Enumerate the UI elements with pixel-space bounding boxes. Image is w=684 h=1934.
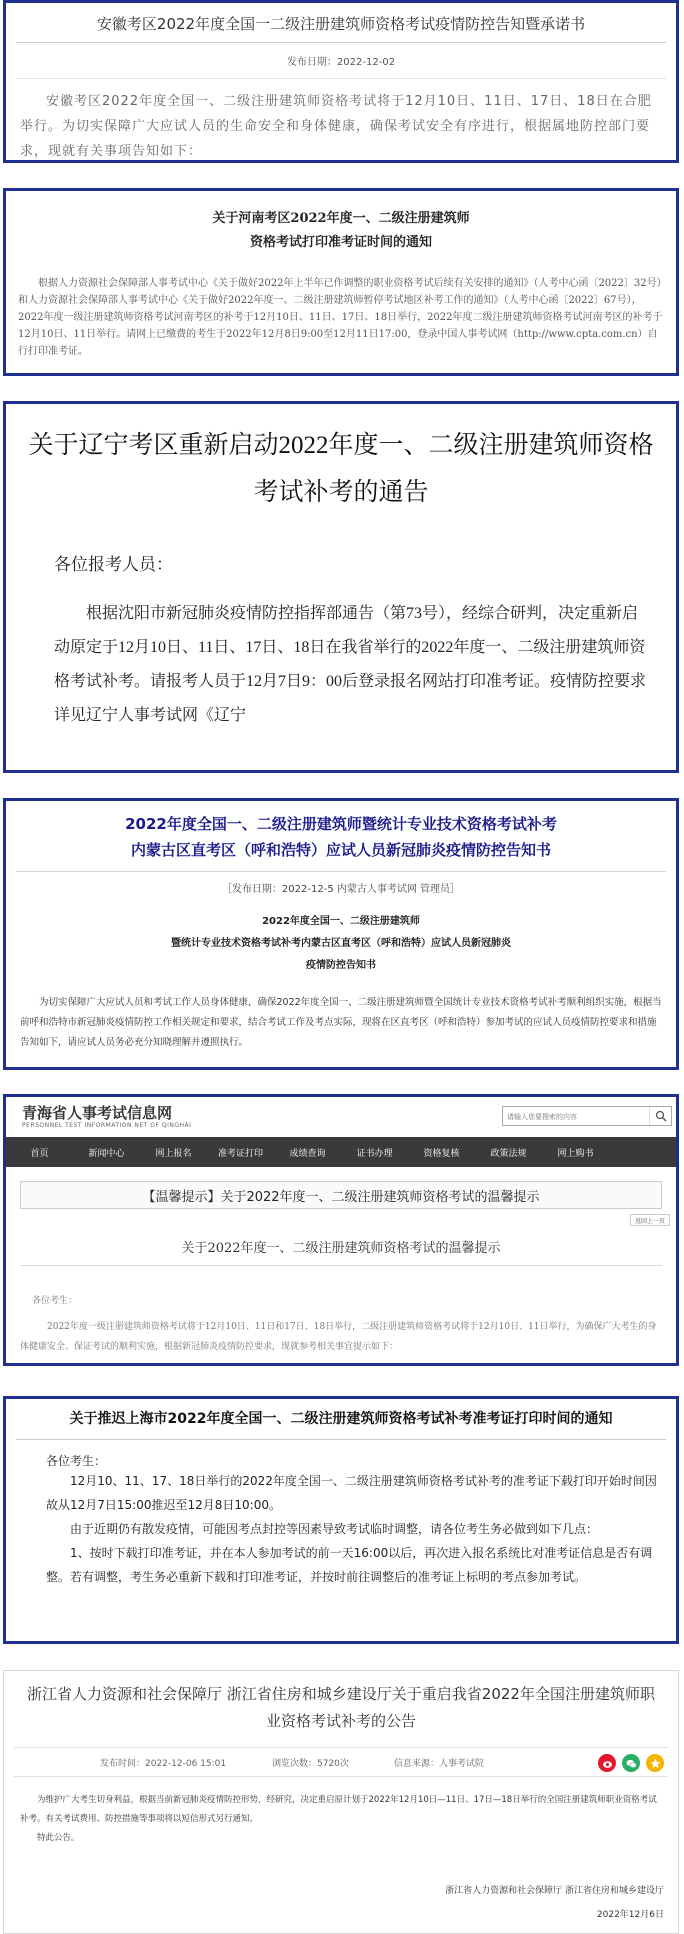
site-header [6, 1097, 676, 1137]
main-nav [6, 1137, 676, 1167]
divider [16, 42, 666, 43]
nav-item-review[interactable]: 资格复核 [423, 1148, 460, 1159]
nav-item-certificate[interactable]: 证书办理 [356, 1148, 393, 1159]
favorite-star-icon[interactable] [646, 1754, 664, 1772]
nav-item-admission-print[interactable]: 准考证打印 [217, 1148, 263, 1159]
subtitle-line-2: 暨统计专业技术资格考试补考内蒙古区直考区（呼和浩特）应试人员新冠肺炎 [171, 938, 511, 949]
publish-meta [4, 1748, 678, 1774]
notice-title [6, 191, 676, 255]
info-source: 信息来源：人事考试院 [394, 1759, 485, 1769]
nav-item-news[interactable]: 新闻中心 [88, 1148, 125, 1159]
notice-subtitle [6, 895, 676, 977]
share-buttons [592, 1754, 664, 1772]
nav-item-score-query[interactable]: 成绩查询 [289, 1148, 326, 1159]
notice-title: 安徽考区2022年度全国一二级注册建筑师资格考试疫情防控告知暨承诺书 [96, 15, 586, 33]
notice-title [6, 801, 676, 863]
search-box [502, 1106, 672, 1126]
search-icon [655, 1110, 667, 1122]
view-count: 浏览次数：5720次 [272, 1759, 349, 1769]
divider [20, 1265, 662, 1266]
closing-text: 特此公告。 [37, 1833, 80, 1843]
search-button[interactable] [649, 1107, 671, 1125]
shanghai-notice-card [3, 1396, 679, 1644]
subtitle-line-3: 疫情防控告知书 [306, 960, 376, 971]
divider [16, 871, 666, 872]
nav-item-bookstore[interactable]: 网上购书 [557, 1148, 594, 1159]
site-logo[interactable]: 青海省人事考试信息网 [22, 1104, 173, 1122]
title-line-2: 资格考试打印准考证时间的通知 [249, 235, 432, 250]
anhui-notice-card [3, 0, 679, 163]
nav-item-registration[interactable]: 网上报名 [155, 1148, 192, 1159]
publish-time: 发布时间：2022-12-06 15:01 [100, 1759, 227, 1769]
search-input[interactable] [507, 1111, 647, 1123]
qinghai-website-card [3, 1094, 679, 1366]
article-body: 2022年度一级注册建筑师资格考试将于12月10日、11日和17日、18日举行，二级注册建筑师资格考试将于12月10日、11日举行，为确保广大考生的身体健康安全、保证考试的顺利实施，根据新冠肺炎疫情防控要求，现就参考相关事宜提示如下： [20, 1322, 657, 1352]
greeting: 各位报考人员： [54, 555, 173, 574]
subtitle-line-1: 2022年度全国一、二级注册建筑师 [262, 916, 420, 927]
notice-body: 为切实保障广大应试人员和考试工作人员身体健康，确保2022年度全国一、二级注册建筑师暨全国统计专业技术资格考试补考顺利组织实施，根据当前呼和浩特市新冠肺炎疫情防控工作相关规定和要求，结合考试工作及考点实际，现将在区直考区（呼和浩特）参加考试的应试人员疫情防控要求和措施告知如下，请应试人员务必充分知晓理解并遵照执行。 [20, 997, 662, 1048]
notice-body: 安徽考区2022年度全国一、二级注册建筑师资格考试将于12月10日、11日、17日、18日在合肥举行。为切实保障广大应试人员的生命安全和身体健康，确保考试安全有序进行，根据属地防控部门要求，现就有关事项告知如下： [20, 94, 652, 159]
paragraph: 为维护广大考生切身利益，根据当前新冠肺炎疫情防控形势，经研究，决定重启原计划于2022年12月10日—11日、17日—18日举行的全国注册建筑师职业资格考试补考。有关考试费用、防控措施等事项将以短信形式另行通知。 [20, 1795, 657, 1824]
nav-item-home[interactable]: 首页 [30, 1148, 49, 1159]
greeting: 各位考生： [32, 1296, 78, 1306]
title-line-2: 内蒙古区直考区（呼和浩特）应试人员新冠肺炎疫情防控告知书 [130, 841, 551, 859]
title-line-1: 关于河南考区2022年度一、二级注册建筑师 [212, 211, 470, 226]
notice-title: 浙江省人力资源和社会保障厅 浙江省住房和城乡建设厅关于重启我省2022年全国注册建筑师职业资格考试补考的公告 [27, 1685, 655, 1730]
paragraph: 由于近期仍有散发疫情，可能因考点封控等因素导致考试临时调整，请各位考生务必做到如下几点： [70, 1522, 599, 1536]
signature-issuer: 浙江省人力资源和社会保障厅 浙江省住房和城乡建设厅 [445, 1886, 664, 1896]
publish-meta: ［发布日期：2022-12-5 内蒙古人事考试网 管理员］ [221, 884, 461, 895]
site-logo-subtitle: PERSONNEL TEST INFORMATION NET OF QINGHAI [22, 1122, 192, 1129]
wechat-share-icon[interactable] [622, 1754, 640, 1772]
notice-body: 根据沈阳市新冠肺炎疫情防控指挥部通告（第73号），经综合研判，决定重新启动原定于12月10日、11日、17日、18日在我省举行的2022年度一、二级注册建筑师资格考试补考。请报考人员于12月7日9：00后登录报名网站打印准考证。疫情防控要求详见辽宁人事考试网《辽宁 [54, 605, 647, 724]
paragraph: 1、按时下载打印准考证，并在本人参加考试的前一天16:00以后，再次进入报名系统比对准考证信息是否有调整。若有调整，考生务必重新下载和打印准考证，并按时前往调整后的准考证上标明的考点参加考试。 [46, 1546, 653, 1584]
liaoning-notice-card [3, 401, 679, 773]
title-line-1: 2022年度全国一、二级注册建筑师暨统计专业技术资格考试补考 [125, 815, 557, 833]
weibo-share-icon[interactable] [598, 1754, 616, 1772]
nav-item-policy[interactable]: 政策法规 [490, 1148, 527, 1159]
notice-body: 根据人力资源社会保障部人事考试中心《关于做好2022年上半年已作调整的职业资格考试后续有关安排的通知》（人考中心函〔2022〕32号）和人力资源社会保障部人事考试中心《关于做好2022年度一、二级注册建筑师暂停考试地区补考工作的通知》（人考中心函〔2022〕67号），2022年度一级注册建筑师资格考试河南考区的补考于12月10日、11日、17日、18日举行，2022年度二级注册建筑师资格考试河南考区的补考于12月10日、11日举行。请网上已缴费的考生于2022年12月8日9:00至12月11日17:00，登录中国人事考试网（http://www.cpta.com.cn）自行打印准考证。 [18, 278, 663, 357]
notice-title: 关于推迟上海市2022年度全国一、二级注册建筑师资格考试补考准考证打印时间的通知 [69, 1411, 613, 1427]
article-banner-title: 【温馨提示】关于2022年度一、二级注册建筑师资格考试的温馨提示 [20, 1181, 662, 1209]
notice-body [4, 1777, 678, 1848]
neimenggu-notice-card [3, 798, 679, 1070]
henan-notice-card [3, 188, 679, 376]
zhejiang-notice-card [3, 1670, 679, 1934]
publish-date: 发布日期：2022-12-02 [286, 57, 396, 68]
notice-title: 关于辽宁考区重新启动2022年度一、二级注册建筑师资格考试补考的通告 [28, 432, 654, 506]
signature-date: 2022年12月6日 [596, 1910, 664, 1920]
article-subtitle: 关于2022年度一、二级注册建筑师资格考试的温馨提示 [181, 1241, 501, 1256]
paragraph: 12月10、11、17、18日举行的2022年度全国一、二级注册建筑师资格考试补考的准考证下载打印开始时间因故从12月7日15:00推迟至12月8日10:00。 [46, 1474, 657, 1512]
back-button[interactable]: 返回上一页 [630, 1214, 670, 1226]
notice-body [6, 1469, 676, 1589]
greeting: 各位考生： [46, 1454, 107, 1468]
